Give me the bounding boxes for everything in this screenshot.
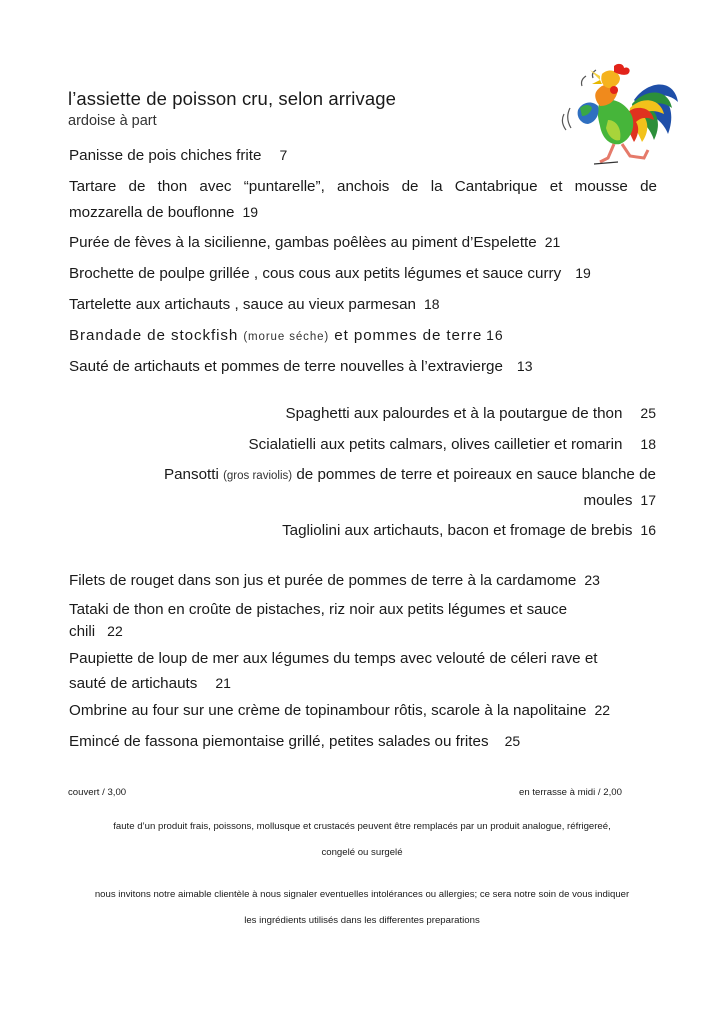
item-price: 7	[279, 147, 288, 163]
menu-item	[96, 518, 656, 543]
item-name: Ombrine au four sur une crème de topinambour rôtis, scarole à la napolitaine	[69, 702, 587, 719]
item-name-line2: sauté de artichauts	[69, 675, 198, 692]
menu-item	[69, 698, 657, 723]
item-price: 25	[640, 405, 656, 421]
item-name-line2: moules	[583, 492, 633, 509]
item-price: 13	[516, 358, 533, 374]
item-price: 21	[544, 234, 561, 250]
item-name: Spaghetti aux palourdes et à la poutargue de thon	[285, 405, 623, 422]
menu-item	[69, 323, 657, 349]
item-name-part1: Pansotti	[163, 466, 219, 483]
item-price: 25	[504, 733, 521, 749]
menu-item	[69, 261, 657, 286]
item-price: 17	[640, 492, 656, 508]
item-name: Sauté de artichauts et pommes de terre nouvelles à l’extravierge	[69, 358, 503, 375]
item-name: Emincé de fassona piemontaise grillé, petites salades ou frites	[69, 733, 489, 750]
menu-item	[69, 292, 657, 317]
menu-item	[69, 568, 657, 593]
menu-item	[96, 432, 656, 457]
item-name: Tartelette aux artichauts , sauce au vieux parmesan	[69, 296, 416, 313]
allergy-notice-line1: nous invitons notre aimable clientèle à nous signaler eventuelles intolérances ou allergies; ce sera notre soin de vous indiquer	[94, 889, 630, 900]
menu-item	[69, 729, 657, 754]
item-price: 21	[215, 675, 231, 691]
section-subtitle: ardoise à part	[68, 113, 157, 129]
item-price: 22	[107, 623, 123, 639]
couvert-charge: couvert / 3,00	[68, 787, 127, 798]
item-price: 18	[640, 436, 656, 452]
item-name-line1: Paupiette de loup de mer aux légumes du temps avec velouté de céleri rave et	[69, 650, 598, 667]
item-name-line1: Tataki de thon en croûte de pistaches, riz noir aux petits légumes et sauce	[69, 601, 568, 618]
item-name: Tagliolini aux artichauts, bacon et fromage de brebis	[282, 522, 633, 539]
item-name: Purée de fèves à la sicilienne, gambas poêlèes au piment d’Espelette	[69, 234, 537, 251]
item-note: (morue séche)	[243, 331, 330, 343]
item-name-line2: chili	[69, 623, 96, 640]
menu-item	[69, 175, 657, 225]
item-name-part1: Brandade de stockfish	[69, 327, 239, 344]
item-price: 19	[575, 265, 591, 281]
item-price: 16	[486, 327, 504, 343]
substitution-notice-line1: faute d’un produit frais, poissons, mollusque et crustacés peuvent être remplacés par un produit analogue, réfrigereé,	[113, 821, 611, 832]
item-price: 19	[242, 204, 259, 220]
item-price: 18	[423, 296, 440, 312]
item-name-line1: Tartare de thon avec “puntarelle”, anchois de la Cantabrique et mousse de	[69, 178, 657, 195]
menu-item	[96, 401, 656, 426]
terrasse-charge: en terrasse à midi / 2,00	[519, 787, 622, 798]
item-name: Panisse de pois chiches frite	[69, 147, 262, 164]
menu-item	[69, 230, 657, 255]
item-name-part2: de pommes de terre et poireaux en sauce blanche de	[296, 466, 656, 483]
item-note: (gros raviolis)	[223, 470, 293, 482]
menu-item	[69, 143, 657, 168]
menu-item	[69, 354, 657, 379]
item-name-part2: et pommes de terre	[334, 327, 483, 344]
item-name: Scialatielli aux petits calmars, olives cailletier et romarin	[248, 436, 623, 453]
allergy-notice-line2: les ingrédients utilisés dans les differentes preparations	[244, 915, 480, 926]
menu-item	[69, 598, 657, 644]
substitution-notice-line2: congelé ou surgelé	[321, 847, 403, 858]
item-price: 22	[594, 702, 611, 718]
item-price: 23	[584, 572, 600, 588]
menu-item	[69, 647, 657, 696]
item-name-line2: mozzarella de bouflonne	[69, 204, 235, 221]
item-name: Brochette de poulpe grillée , cous cous aux petits légumes et sauce curry	[69, 265, 562, 282]
menu-item	[96, 463, 656, 513]
item-price: 16	[640, 522, 656, 538]
section-title: l’assiette de poisson cru, selon arrivage	[68, 88, 397, 109]
item-name: Filets de rouget dans son jus et purée de pommes de terre à la cardamome	[69, 572, 577, 589]
